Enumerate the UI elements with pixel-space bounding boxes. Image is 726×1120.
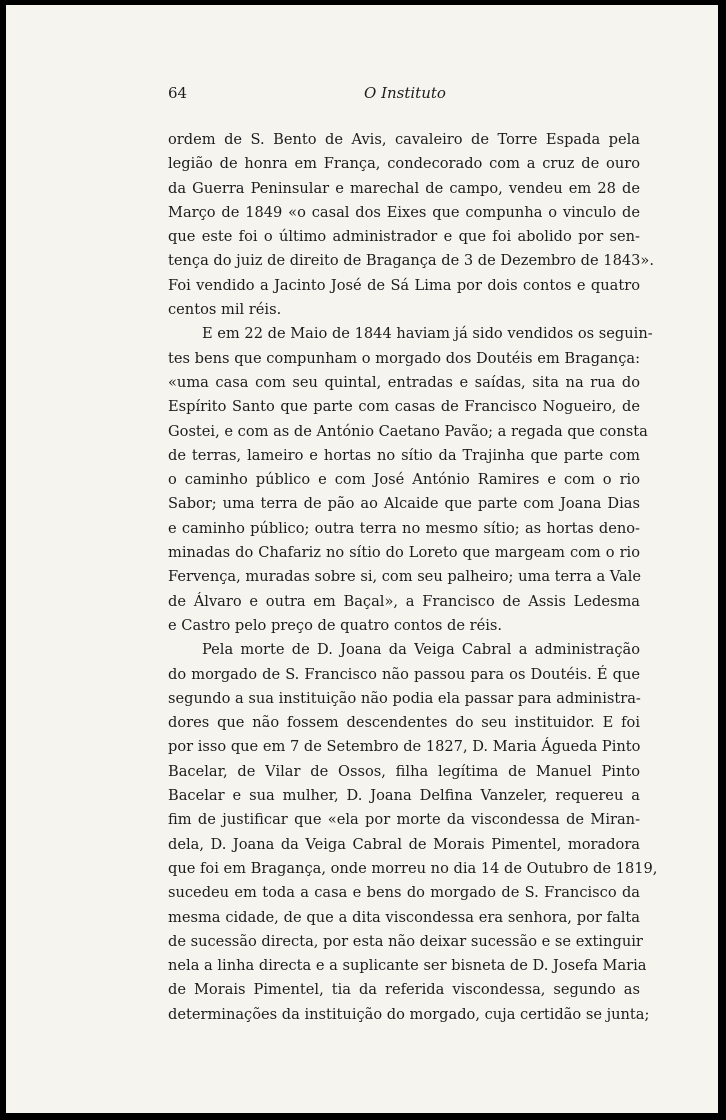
running-title: O Instituto: [364, 84, 446, 102]
text-line: dores que não fossem descendentes do seu instituidor. E foi: [168, 714, 640, 732]
text-line: minadas do Chafariz no sítio do Loreto que margeam com o rio: [168, 544, 640, 562]
text-line: centos mil réis.: [168, 301, 282, 319]
text-line: «uma casa com seu quintal, entradas e saídas, sita na rua do: [168, 373, 640, 391]
text-line: Gostei, e com as de António Caetano Pavão; a regada que consta: [168, 422, 648, 440]
paragraph-2: [168, 322, 653, 638]
text-line: que foi em Bragança, onde morreu no dia 14 de Outubro de 1819,: [168, 859, 658, 877]
paragraph-3: [168, 638, 658, 1027]
text-line: Março de 1849 «o casal dos Eixes que compunha o vinculo de: [168, 203, 640, 221]
text-line: Espírito Santo que parte com casas de Francisco Nogueiro, de: [168, 398, 640, 416]
page-header: [168, 84, 640, 106]
text-line: dela, D. Joana da Veiga Cabral de Morais Pimentel, moradora: [168, 835, 640, 853]
text-line: de Álvaro e outra em Baçal», a Francisco de Assis Ledesma: [168, 592, 640, 610]
text-line: de sucessão directa, por esta não deixar sucessão e se extinguir: [168, 932, 643, 950]
text-line: fim de justificar que «ela por morte da viscondessa de Miran-: [168, 811, 640, 829]
text-line: da Guerra Peninsular e marechal de campo, vendeu em 28 de: [168, 179, 640, 197]
text-line: mesma cidade, de que a dita viscondessa era senhora, por falta: [168, 908, 640, 926]
text-line: E em 22 de Maio de 1844 haviam já sido vendidos os seguin-: [202, 325, 653, 343]
page-number: 64: [168, 84, 188, 102]
text-line: de Morais Pimentel, tia da referida viscondessa, segundo as: [168, 981, 640, 999]
text-line: Pela morte de D. Joana da Veiga Cabral a administração: [202, 641, 640, 659]
text-line: sucedeu em toda a casa e bens do morgado de S. Francisco da: [168, 884, 640, 902]
paragraph-1: [168, 128, 654, 322]
text-line: determinações da instituição do morgado, cuja certidão se junta;: [168, 1005, 650, 1023]
text-line: do morgado de S. Francisco não passou para os Doutéis. É que: [168, 665, 640, 683]
text-line: segundo a sua instituição não podia ela passar para administra-: [168, 689, 641, 707]
text-line: legião de honra em França, condecorado com a cruz de ouro: [168, 155, 640, 173]
text-line: Sabor; uma terra de pão ao Alcaide que parte com Joana Dias: [168, 495, 640, 513]
text-line: por isso que em 7 de Setembro de 1827, D. Maria Águeda Pinto: [168, 738, 641, 756]
text-line: tes bens que compunham o morgado dos Doutéis em Bragança:: [168, 349, 640, 367]
text-line: o caminho público e com José António Ramires e com o rio: [168, 471, 640, 489]
text-line: Foi vendido a Jacinto José de Sá Lima por dois contos e quatro: [168, 276, 640, 294]
text-line: e caminho público; outra terra no mesmo sítio; as hortas deno-: [168, 519, 640, 537]
text-line: Bacelar e sua mulher, D. Joana Delfina Vanzeler, requereu a: [168, 787, 640, 805]
text-line: que este foi o último administrador e que foi abolido por sen-: [168, 228, 640, 246]
text-line: e Castro pelo preço de quatro contos de réis.: [168, 616, 503, 634]
text-line: Bacelar, de Vilar de Ossos, filha legítima de Manuel Pinto: [168, 762, 640, 780]
text-line: Fervença, muradas sobre si, com seu palheiro; uma terra a Vale: [168, 568, 642, 586]
text-line: de terras, lameiro e hortas no sítio da Trajinha que parte com: [168, 446, 640, 464]
text-line: tença do juiz de direito de Bragança de 3 de Dezembro de 1843».: [168, 252, 654, 270]
text-line: nela a linha directa e a suplicante ser bisneta de D. Josefa Maria: [168, 957, 647, 975]
body-text: [168, 128, 658, 1027]
text-line: ordem de S. Bento de Avis, cavaleiro de Torre Espada pela: [168, 131, 640, 148]
